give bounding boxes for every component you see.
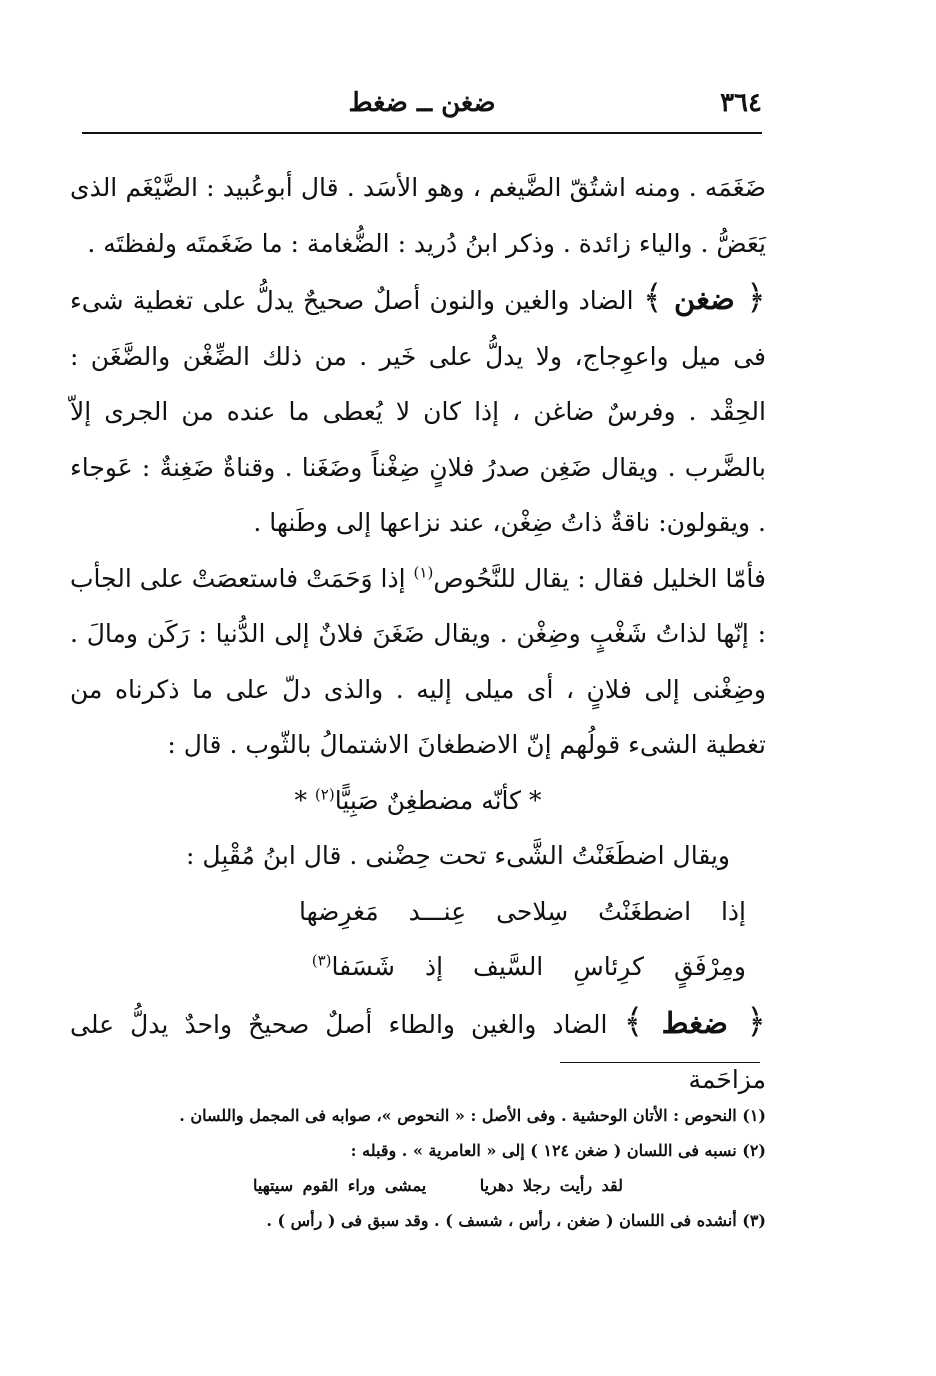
continuation-line-1: ضَغَمَه . ومنه اشتُقّ الضَّيغم ، وهو الأسَد . قال أبوعُبيد : الضَّيْغَم الذى يَعَضُّ . bbox=[70, 173, 766, 258]
footnote-ref-3: (٣) bbox=[311, 951, 332, 970]
ornate-bracket-right-icon: ﴿ bbox=[746, 278, 766, 318]
ornate-bracket-left-icon: ﴾ bbox=[623, 1001, 644, 1042]
page-header bbox=[82, 82, 762, 134]
text-line bbox=[70, 160, 766, 271]
footnote-2: (٢) نسبه فى اللسان ( ضغن ١٢٤ ) إلى « العامرية » . وقبله : bbox=[350, 1141, 766, 1160]
entry-paragraph-dghn bbox=[70, 271, 766, 551]
entry-text: الضاد والغين والنون أصلٌ صحيحٌ يدلُّ على تغطية شىء فى ميل واعوِجاج، ولا يدلُّ على خَير . من ذلك الضِّغْن والضَّغَن : الحِقْد . وفرسٌ ضاغن ، إذا كان لا يُعطى ما عنده من الجرى إلاّ بالضَّرب . ويقال ضَغِن صدرُ فلانٍ ضِغْناً وضَغَنا . وقناةٌ ضَغِنةٌ : عَوجاء . ويقولون: ناقةٌ ذاتُ ضِغْن، عند نزاعها إلى وطَنها . bbox=[70, 286, 766, 537]
footnote-ref-2: (٢) bbox=[314, 785, 335, 804]
footnote-3: (٣) أنشده فى اللسان ( ضغن ، رأس ، شسف ) . وقد سبق فى ( رأس ) . bbox=[266, 1211, 766, 1230]
running-head: ضغن ــ ضغط bbox=[348, 88, 496, 118]
main-text bbox=[70, 160, 766, 1108]
paragraph-khalil bbox=[70, 551, 766, 773]
footnote-ref-1: (١) bbox=[413, 563, 434, 582]
paragraph-text-end: إذا وَحَمَتْ فاستعصَتْ على الجأب : إنّها لذاتُ شَغْبٍ وضِغْن . ويقال ضَغَنَ فلانٌ إلى الدُّنيا : رَكَن ومالَ . وضِغْنى إلى فلانٍ ، أى ميلى إليه . والذى دلّ على ما ذكرناه من تغطية الشىء قولُهم إنّ الاضطغانَ الاشتمالُ بالثّوب . قال : bbox=[70, 563, 766, 759]
footnote-2-verse-b: يمشى وراء القوم سيتهيا bbox=[252, 1176, 427, 1195]
footnote-1: (١) النحوص : الأتان الوحشية . وفى الأصل : « النحوص »، صوابه فى المجمل واللسان . bbox=[179, 1106, 766, 1125]
entry-paragraph-dght bbox=[70, 995, 766, 1108]
quote-intro-line: ويقال اضطَغَنْتُ الشَّىء تحت حِضْنى . قال ابنُ مُقْبِل : bbox=[186, 841, 730, 870]
verse-1 bbox=[70, 773, 766, 829]
footnotes bbox=[110, 1098, 766, 1238]
verse-1-text: * كأنّه مضطغِنٌ صَبِيًّا bbox=[334, 785, 542, 815]
entry-heading-word: ضغط bbox=[661, 1005, 728, 1040]
entry-text: الضاد والغين والطاء أصلٌ صحيحٌ واحدٌ يدلُّ على مزاحَمة bbox=[70, 1009, 766, 1094]
footnote-divider bbox=[560, 1062, 760, 1063]
entry-heading bbox=[623, 1001, 767, 1042]
entry-heading bbox=[642, 278, 766, 318]
ornate-bracket-right-icon: ﴿ bbox=[746, 1001, 766, 1042]
verse-1-asterisk: * bbox=[294, 785, 307, 815]
verse-2-line-2-text: ومِرْفَقٍ كرِئاسِ السَّيف إذ شَسَفا bbox=[331, 952, 746, 981]
ornate-bracket-left-icon: ﴾ bbox=[642, 278, 663, 318]
continuation-line-2: والياء زائدة . وذكر ابنُ دُريد : الضُّغامة : ما ضَغَمتَه ولفظتَه . bbox=[87, 228, 693, 258]
footnote-2-verse-a: لقد رأيت رجلا دهريا bbox=[479, 1176, 624, 1195]
entry-heading-word: ضغن bbox=[674, 282, 735, 316]
verse-2-line-2 bbox=[70, 939, 766, 995]
page-number: ٣٦٤ bbox=[720, 88, 762, 118]
footnote-2-verse bbox=[110, 1168, 766, 1203]
paragraph-text-start: فأمّا الخليل فقال : يقال للنَّحُوص bbox=[433, 563, 766, 593]
verse-2-line-1: إذا اضطغَنْتُ سِلاحى عِنـــد مَغرِضها bbox=[299, 896, 746, 926]
